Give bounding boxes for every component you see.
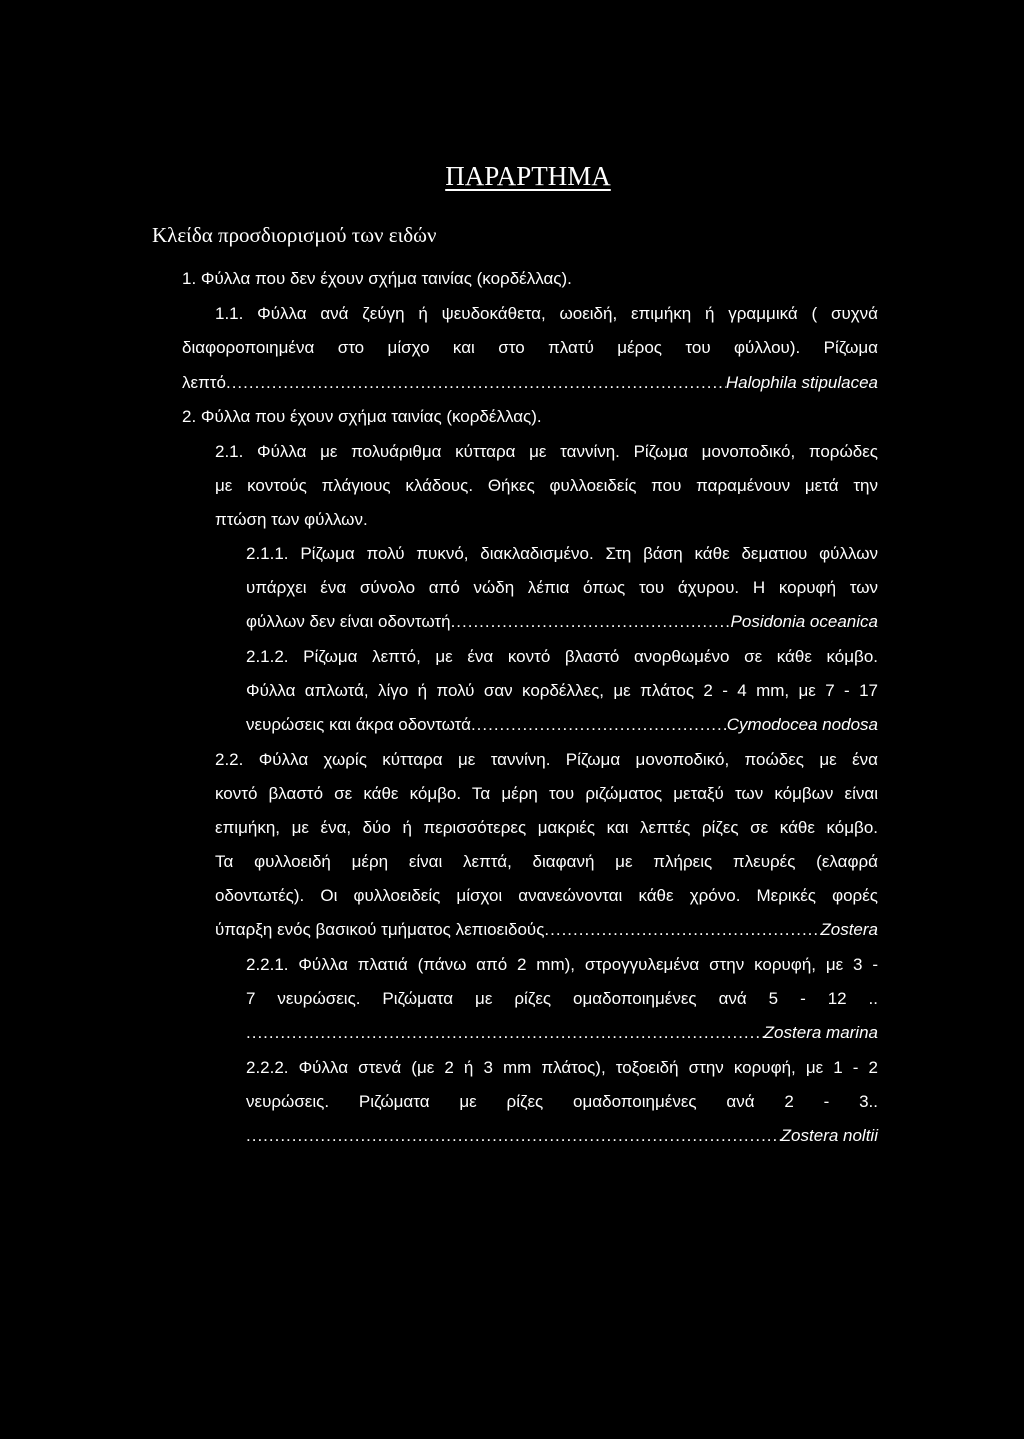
key-line-2-1-cont-b: πτώση των φύλλων.: [215, 510, 368, 529]
key-line-halophila: [182, 371, 878, 395]
key-line-1-1: 1.1. Φύλλα ανά ζεύγη ή ψευδοκάθετα, ωοειδή, επιμήκη ή γραμμικά ( συχνά: [215, 304, 878, 323]
line-text: νευρώσεις και άκρα οδοντωτά: [246, 715, 471, 734]
key-line-2-2-2-cont: νευρώσεις. Ριζώματα με ρίζες ομαδοποιημένες ανά 2 - 3..: [246, 1092, 878, 1111]
dot-leader: [544, 918, 820, 942]
species-name: Halophila stipulacea: [725, 373, 878, 392]
species-name: Zostera: [820, 920, 878, 939]
key-line-2-2-1: 2.2.1. Φύλλα πλατιά (πάνω από 2 mm), στρογγυλεμένα στην κορυφή, με 3 -: [246, 955, 878, 974]
key-line-2-1-cont-a: με κοντούς πλάγιους κλάδους. Θήκες φυλλοειδείς που παραμένουν μετά την: [215, 476, 878, 495]
key-line-zostera-noltii: [246, 1124, 878, 1148]
key-line-2-2-1-cont: 7 νευρώσεις. Ριζώματα με ρίζες ομαδοποιημένες ανά 5 - 12 ..: [246, 989, 878, 1008]
key-line-zostera-marina: [246, 1021, 878, 1045]
dot-leader: [226, 371, 726, 395]
dot-leader: [451, 610, 731, 634]
key-line-2-1-2-cont: Φύλλα απλωτά, λίγο ή πολύ σαν κορδέλλες, με πλάτος 2 - 4 mm, με 7 - 17: [246, 681, 878, 700]
key-line-2-2-2: 2.2.2. Φύλλα στενά (με 2 ή 3 mm πλάτος), τοξοειδή στην κορυφή, με 1 - 2: [246, 1058, 878, 1077]
page-title: ΠΑΡΑΡΤΗΜΑ: [445, 161, 611, 191]
key-line-2-1-1: 2.1.1. Ρίζωμα πολύ πυκνό, διακλαδισμένο. Στη βάση κάθε δεματιου φύλλων: [246, 544, 878, 563]
species-name: Zostera marina: [763, 1023, 878, 1042]
dot-leader: [246, 1124, 781, 1148]
line-text: λεπτό: [182, 373, 226, 392]
key-line-2-2-cont-d: οδοντωτές). Οι φυλλοειδείς μίσχοι ανανεώνονται κάθε χρόνο. Μερικές φορές: [215, 886, 878, 905]
key-line-2-1-2: 2.1.2. Ρίζωμα λεπτό, με ένα κοντό βλαστό ανορθωμένο σε κάθε κόμβο.: [246, 647, 878, 666]
line-text: φύλλων δεν είναι οδοντωτή: [246, 612, 451, 631]
key-line-2-2-cont-c: Τα φυλλοειδή μέρη είναι λεπτά, διαφανή με πλήρεις πλευρές (ελαφρά: [215, 852, 878, 871]
key-line-1-1-cont: διαφοροποιημένα στο μίσχο και στο πλατύ μέρος του φύλλου). Ρίζωμα: [182, 338, 878, 357]
line-text: ύπαρξη ενός βασικού τμήματος λεπιοειδούς: [215, 920, 545, 939]
key-line-cymodocea: [246, 713, 878, 737]
key-line-2-1-1-cont: υπάρχει ένα σύνολο από νώδη λέπια όπως του άχυρου. Η κορυφή των: [246, 578, 878, 597]
key-line-2-2-cont-b: επιμήκη, με ένα, δύο ή περισσότερες μακριές και λεπτές ρίζες σε κάθε κόμβο.: [215, 818, 878, 837]
key-line-2: 2. Φύλλα που έχουν σχήμα ταινίας (κορδέλλας).: [182, 407, 542, 426]
dot-leader: [246, 1021, 764, 1045]
species-name: Posidonia oceanica: [730, 612, 878, 631]
key-line-2-2: 2.2. Φύλλα χωρίς κύτταρα με ταννίνη. Ρίζωμα μονοποδικό, ποώδες με ένα: [215, 750, 878, 769]
dot-leader: [471, 713, 727, 737]
key-line-posidonia: [246, 610, 878, 634]
page-subtitle: Κλείδα προσδιορισμού των ειδών: [152, 223, 437, 247]
key-line-1: 1. Φύλλα που δεν έχουν σχήμα ταινίας (κορδέλλας).: [182, 269, 572, 288]
species-name: Cymodocea nodosa: [726, 715, 878, 734]
key-line-2-1: 2.1. Φύλλα με πολυάριθμα κύτταρα με ταννίνη. Ρίζωμα μονοποδικό, πορώδες: [215, 442, 878, 461]
key-line-2-2-cont-a: κοντό βλαστό σε κάθε κόμβο. Τα μέρη του ριζώματος μεταξύ των κόμβων είναι: [215, 784, 878, 803]
key-line-zostera: [215, 918, 878, 942]
species-name: Zostera noltii: [780, 1126, 878, 1145]
